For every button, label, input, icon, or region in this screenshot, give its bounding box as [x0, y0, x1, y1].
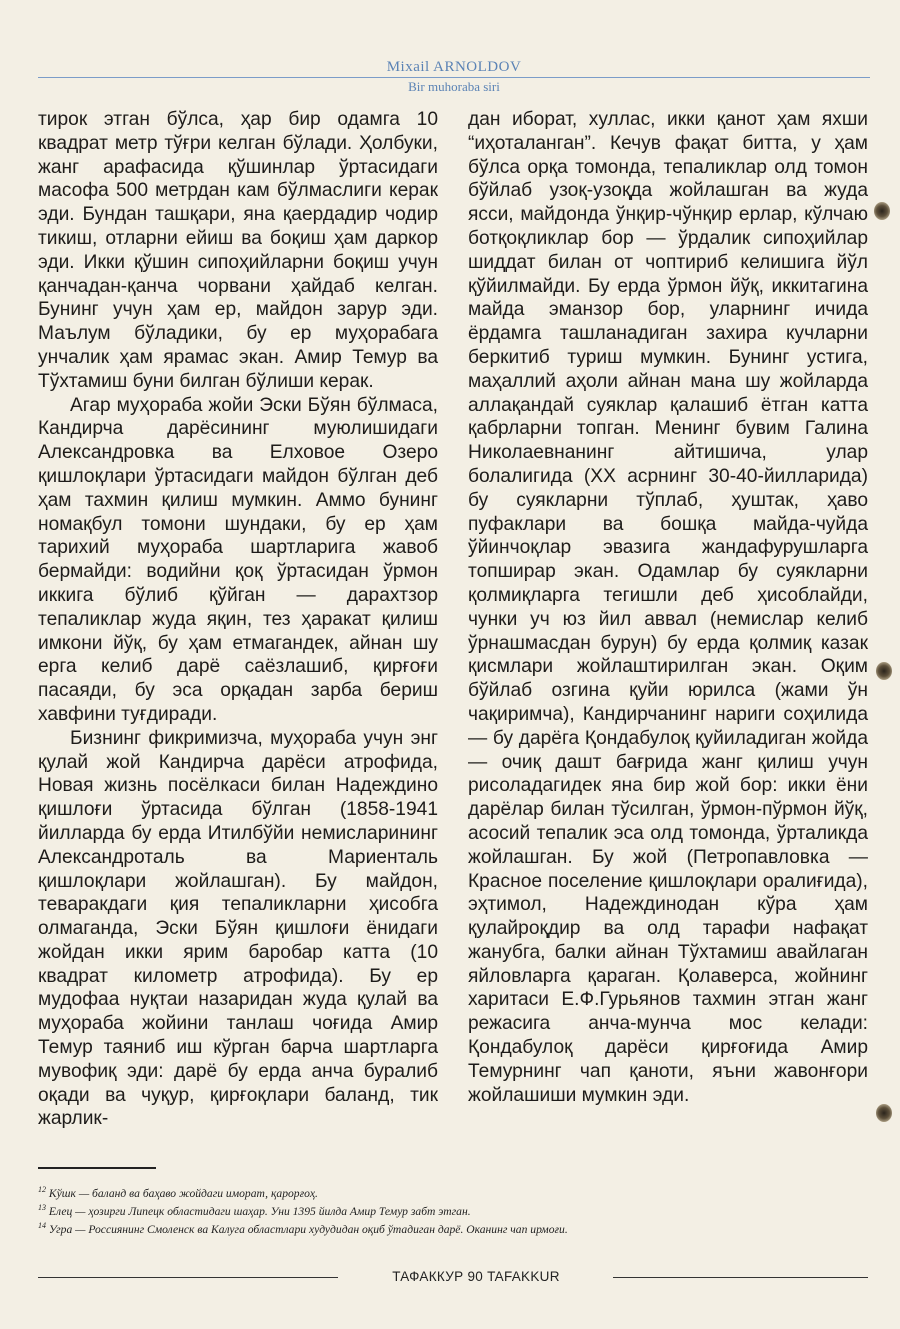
- footnotes: [38, 1185, 858, 1239]
- paragraph: тирок этган бўлса, ҳар бир одамга 10 квадрат метр тўғри келган бўлади. Ҳолбуки, жанг арафасида қўшинлар ўртасидаги масофа 500 метрдан кам бўлмаслиги керак эди. Бундан ташқари, яна қаердадир чодир тикиш, отларни ейиш ва боқиш ҳам даркор эди. Икки қўшин сипоҳийларни боқиш учун қанчадан-қанча чорвани ҳайдаб келган. Бунинг учун ҳам ер, майдон зарур эди. Маълум бўладики, бу ер муҳорабага унчалик ҳам ярамас экан. Амир Темур ва Тўхтамиш буни билган бўлиши керак.: [38, 109, 438, 392]
- paragraph: дан иборат, хуллас, икки қанот ҳам яхши “иҳоталанган”. Кечув фақат битта, у ҳам бўлса орқа томонда, тепаликлар олд томон бўйлаб узоқ-узоқда жойлашган ва жуда ясси, майдонда ўнқир-чўнқир ерлар, кўлчаю ботқоқликлар бор — ўрдалик сипоҳийлар шиддат билан от чоптириб келишига йўл қўйилмайди. Бу ерда ўрмон йўқ, иккитагина майда эманзор бор, уларнинг ичида ёрдамга ташланадиган захира кучларни беркитиб туриш мумкин. Бунинг устига, маҳаллий аҳоли айнан мана шу жойларда аллақандай суяклар қалашиб ётган катта қабрларни топган. Менинг бувим Галина Николаевнанинг айтишича, улар болалигида (XX асрнинг 30-40-йилларида) бу суякларни тўплаб, ҳуштак, ҳаво пуфаклари ва бошқа майда-чуйда ўйинчоқлар эвазига жандафурушларга топширар экан. Одамлар бу суякларни қолмиқларга тегишли деб ҳисоблайди, чунки уч юз йил аввал (немислар келиб ўрнашмасдан бурун) бу ерда қолмиқ казак қисмлари жойлаштирилган экан. Оқим бўйлаб озгина қуйи юрилса (жами ўн чақиримча), Кандирчанинг нариги соҳилида — бу дарёга Қондабулоқ қуйиладиган жойда — очиқ дашт бағрида жанг қилиш учун рисоладагидек яна бир жой бор: икки ёни дарёлар билан тўсилган, ўрмон-пўрмон йўқ, асосий тепалик эса олд томонда, ўрталикда жойлашган. Бу жой (Петропавловка — Красное поселение қишлоқлари оралиғида), эҳтимол, Надеждинодан кўра ҳам қулайроқдир ва олд тарафи нафақат жанубга, балки айнан Тўхтамиш авайлаган яйловларга қараган. Қолаверса, жойнинг харитаси Е.Ф.Гурьянов тахмин этган жанг режасига анча-мунча мос келади: Қондабулоқ дарёси қирғоғида Амир Темурнинг чап қаноти, яъни жавонғори жойлашиши мумкин эди.: [468, 109, 868, 1106]
- binder-hole-icon: [876, 1104, 892, 1122]
- footnote-13: [38, 1203, 858, 1221]
- footer-rule-left: [38, 1277, 338, 1278]
- page-footer: [38, 1268, 868, 1288]
- footnote-rule: [38, 1167, 156, 1169]
- footnote-number: 14: [38, 1221, 46, 1231]
- paragraph: Бизнинг фикримизча, муҳораба учун энг қулай жой Кандирча дарёси атрофида, Новая жизнь посёлкаси билан Надеждино қишлоғи ўртасида бўлган (1858-1941 йилларда бу ерда Итилбўйи немисларининг Александроталь ва Мариенталь қишлоқлари жойлашган). Бу майдон, теваракдаги қия тепаликларни ҳисобга олмаганда, Эски Бўян қишлоғи ёнидаги жойдан икки ярим баробар катта (10 квадрат километр атрофида). Бу ер мудофаа нуқтаи назаридан жуда қулай ва муҳораба жойини танлаш чоғида Амир Темур таяниб иш кўрган барча шартларга мувофиқ эди: дарё бу ерда анча буралиб оқади ва чуқур, қирғоқлари баланд, тик жарлик-: [38, 727, 438, 1130]
- footnote-text: Елец — ҳозирги Липецк областидаги шаҳар. Уни 1395 йилда Амир Темур забт этган.: [48, 1205, 471, 1218]
- footnote-text: Кўшк — баланд ва баҳаво жойдаги иморат, қарорғоҳ.: [48, 1187, 318, 1200]
- author-name: Mixail ARNOLDOV: [386, 59, 522, 75]
- footnote-14: [38, 1221, 858, 1239]
- footnote-text: Угра — Россиянинг Смоленск ва Калуга областлари худудидан оқиб ўтадиган дарё. Оканинг чап ирмоғи.: [48, 1223, 568, 1236]
- header-rule: [38, 77, 870, 78]
- paragraph: Агар муҳораба жойи Эски Бўян бўлмаса, Кандирча дарёсининг муюлишидаги Александровка ва Елховое Озеро қишлоқлари ўртасидаги майдон бўлган деб ҳам тахмин қилиш мумкин. Аммо бунинг номақбул томони шундаки, бу ер ҳам тарихий муҳораба шартларига жавоб бермайди: водийни қоқ ўртасидан ўрмон иккига бўлиб қўйган — дарахтзор тепаликлар жуда яқин, тез ҳаракат қилиш имкони йўқ, бу ҳам етмагандек, айнан шу ерга келиб дарё саёзлашиб, қирғоғи пасаяди, бу эса орқадан зарба бериш хавфини туғдиради.: [38, 394, 438, 725]
- footer-label: ТАФАККУР 90 TAFAKKUR: [392, 1269, 560, 1284]
- footnote-number: 13: [38, 1203, 46, 1213]
- binder-hole-icon: [874, 202, 890, 220]
- left-column: [38, 108, 438, 1131]
- article-subtitle: Bir muhoraba siri: [408, 79, 500, 94]
- running-header: [38, 58, 870, 95]
- right-column: [468, 108, 868, 1107]
- footer-rule-right: [613, 1277, 868, 1278]
- binder-hole-icon: [876, 662, 892, 680]
- footnote-12: [38, 1185, 858, 1203]
- footnote-number: 12: [38, 1185, 46, 1195]
